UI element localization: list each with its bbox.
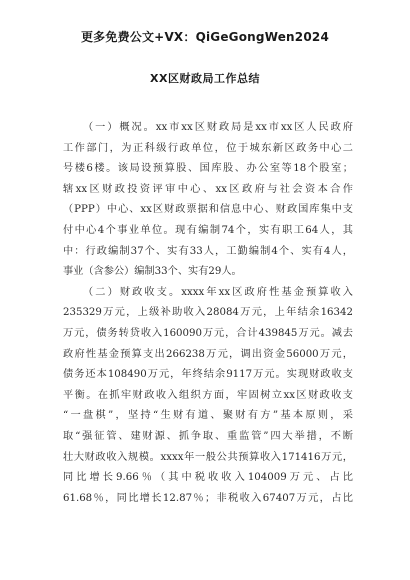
body-line: （一）概况。xx市xx区财政局是xx市xx区人民政府 bbox=[83, 122, 353, 133]
body-line: 事业（含参公）编制33个、实有29人。 bbox=[63, 266, 242, 278]
body-line: 号楼6楼。该局设预算股、国库股、办公室等18个股室； bbox=[63, 163, 353, 175]
body-line: 辖xx区财政投资评审中心、xx区政府与社会资本合作 bbox=[63, 183, 353, 195]
body-line: 中：行政编制37个、实有33人，工勤编制4个、实有4人， bbox=[63, 245, 353, 257]
body-line: 取“强征管、建财源、抓争取、重监管”四大举措，不断 bbox=[63, 430, 353, 442]
body-line: 付中心4个事业单位。现有编制74个，实有职工64人，其 bbox=[63, 224, 353, 236]
body-line: 平衡。在抓牢财政收入组织方面，牢固树立xx区财政收支 bbox=[63, 389, 353, 401]
body-line: 235329万元，上级补助收入28084万元，上年结余16342 bbox=[63, 307, 353, 319]
body-line: （PPP）中心、xx区财政票据和信息中心、财政国库集中支 bbox=[63, 204, 353, 216]
promo-header: 更多免费公文+VX：QiGeGongWen2024 bbox=[80, 30, 329, 44]
body-line: 工作部门，为正科级行政单位，位于城东新区政务中心二 bbox=[63, 142, 353, 154]
body-line: 政府性基金预算支出266238万元，调出资金56000万元， bbox=[63, 348, 353, 360]
body-line: 壮大财政收入规模。xxxx年一般公共预算收入171416万元， bbox=[63, 451, 353, 463]
body-line: 同比增长9.66％（其中税收收入104009万元、占比 bbox=[63, 472, 353, 484]
body-line: 债务还本108490万元，年终结余9117万元。实现财政收支 bbox=[63, 369, 353, 381]
body-line: 万元，债务转贷收入160090万元，合计439845万元。减去 bbox=[63, 327, 353, 339]
body-line: 61.68％，同比增长12.87％；非税收入67407万元，占比 bbox=[63, 492, 353, 504]
body-line: “一盘棋”，坚持“生财有道、聚财有方”基本原则，采 bbox=[63, 410, 353, 422]
document-title: XX区财政局工作总结 bbox=[150, 72, 260, 85]
body-line: （二）财政收支。xxxx年xx区政府性基金预算收入 bbox=[83, 286, 353, 298]
document-body bbox=[63, 118, 353, 509]
